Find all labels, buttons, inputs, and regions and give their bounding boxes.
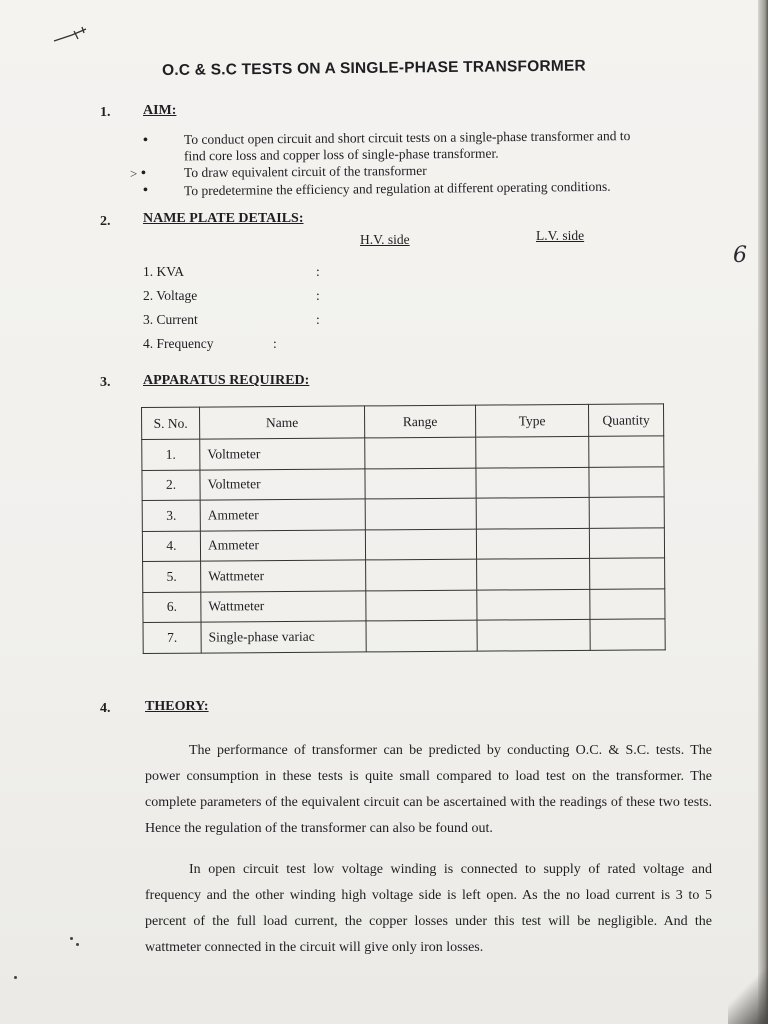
aim-bullet-1-line-1: To conduct open circuit and short circuit tests on a single-phase transformer and to [183,128,631,147]
cell-name: Ammeter [200,499,365,531]
hv-side-label: H.V. side [360,232,410,247]
cell-type [477,619,590,650]
cell-range [366,559,477,590]
table-row [143,588,665,622]
cell-quantity [590,558,665,589]
cell-type [476,497,589,528]
cell-name: Single-phase variac [201,621,366,653]
cell-name: Voltmeter [200,438,365,470]
table-row [142,436,664,470]
cell-sno: 1. [142,439,200,470]
cell-sno: 4. [142,531,200,562]
cell-type [476,467,589,498]
cell-type [476,528,589,559]
table-header-row [142,404,664,440]
cell-range [365,498,476,529]
cell-sno: 3. [142,500,200,531]
nameplate-item-frequency: 4. Frequency [143,336,214,351]
theory-paragraph-2: In open circuit test low voltage winding is connected to supply of rated voltage and frequency and the other winding high voltage side is left open. As the no load current is 3 to 5 percent of the full load current, the copper losses under this test will be negligible. And the wattmeter connected in the circuit will give only iron losses. [145,862,712,955]
paper-speck [76,943,79,946]
cell-quantity [589,527,664,558]
cell-range [365,529,476,560]
section-number-theory: 4. [100,701,111,716]
paper-speck [14,976,17,979]
section-number-aim: 1. [100,105,111,120]
bullet-dot-1: • [143,133,148,148]
cell-name: Voltmeter [200,468,365,500]
aim-bullet-1-line-2: find core loss and copper loss of single-phase transformer. [183,145,499,164]
table-row [142,466,664,500]
page-title: O.C & S.C TESTS ON A SINGLE-PHASE TRANSFORMER [162,57,586,79]
pen-scribble-mark [52,25,92,45]
cell-quantity [589,466,664,497]
section-heading-theory: THEORY: [145,699,209,714]
bullet-dot-3: • [143,183,148,198]
section-heading-apparatus: APPARATUS REQUIRED: [143,373,310,388]
cell-type [476,436,589,467]
column-header-sno: S. No. [142,407,200,439]
section-heading-aim: AIM: [143,103,177,118]
page-corner-shadow [728,964,768,1024]
section-number-apparatus: 3. [100,375,111,390]
column-header-range: Range [364,405,475,438]
handwritten-check-mark: > [130,166,138,181]
lv-side-label: L.V. side [536,228,585,243]
column-header-type: Type [475,404,588,437]
column-header-name: Name [200,406,365,439]
page-edge-shadow [758,0,768,1024]
nameplate-item-voltage: 2. Voltage [143,288,198,303]
nameplate-colon: : [316,288,320,303]
nameplate-item-kva: 1. KVA [143,264,185,279]
nameplate-colon: : [316,264,320,279]
section-number-name-plate: 2. [100,214,111,229]
cell-sno: 5. [143,561,201,592]
cell-name: Ammeter [200,529,365,561]
cell-quantity [589,497,664,528]
cell-range [366,620,477,651]
cell-sno: 6. [143,592,201,623]
aim-bullet-3: To predetermine the efficiency and regulation at different operating conditions. [183,178,611,199]
cell-range [366,590,477,621]
nameplate-item-current: 3. Current [143,312,198,327]
aim-bullet-2: To draw equivalent circuit of the transformer [183,162,427,181]
column-header-quantity: Quantity [588,404,663,437]
cell-range [365,437,476,468]
nameplate-colon: : [316,312,320,327]
cell-sno: 2. [142,470,200,501]
table-row [142,527,664,561]
cell-type [477,589,590,620]
cell-sno: 7. [143,622,201,653]
table-row [143,558,665,592]
table-row [143,619,665,653]
cell-quantity [589,436,664,467]
cell-type [477,558,590,589]
cell-quantity [590,619,665,650]
theory-paragraph-1: The performance of transformer can be predicted by conducting O.C. & S.C. tests. The power consumption in these tests is quite small compared to load test on the transformer. The complete parameters of the equivalent circuit can be ascertained with the readings of these two tests. Hence the regulation of the transformer can also be found out. [145,743,712,836]
paper-speck [70,937,73,940]
cell-quantity [590,588,665,619]
cell-name: Wattmeter [201,590,366,622]
section-heading-name-plate: NAME PLATE DETAILS: [143,211,304,226]
cell-range [365,468,476,499]
handwritten-page-mark: 6 [733,243,747,268]
bullet-dot-2: • [141,166,146,181]
apparatus-table [141,403,666,653]
cell-name: Wattmeter [201,560,366,592]
table-row [142,497,664,531]
nameplate-colon: : [273,336,277,351]
